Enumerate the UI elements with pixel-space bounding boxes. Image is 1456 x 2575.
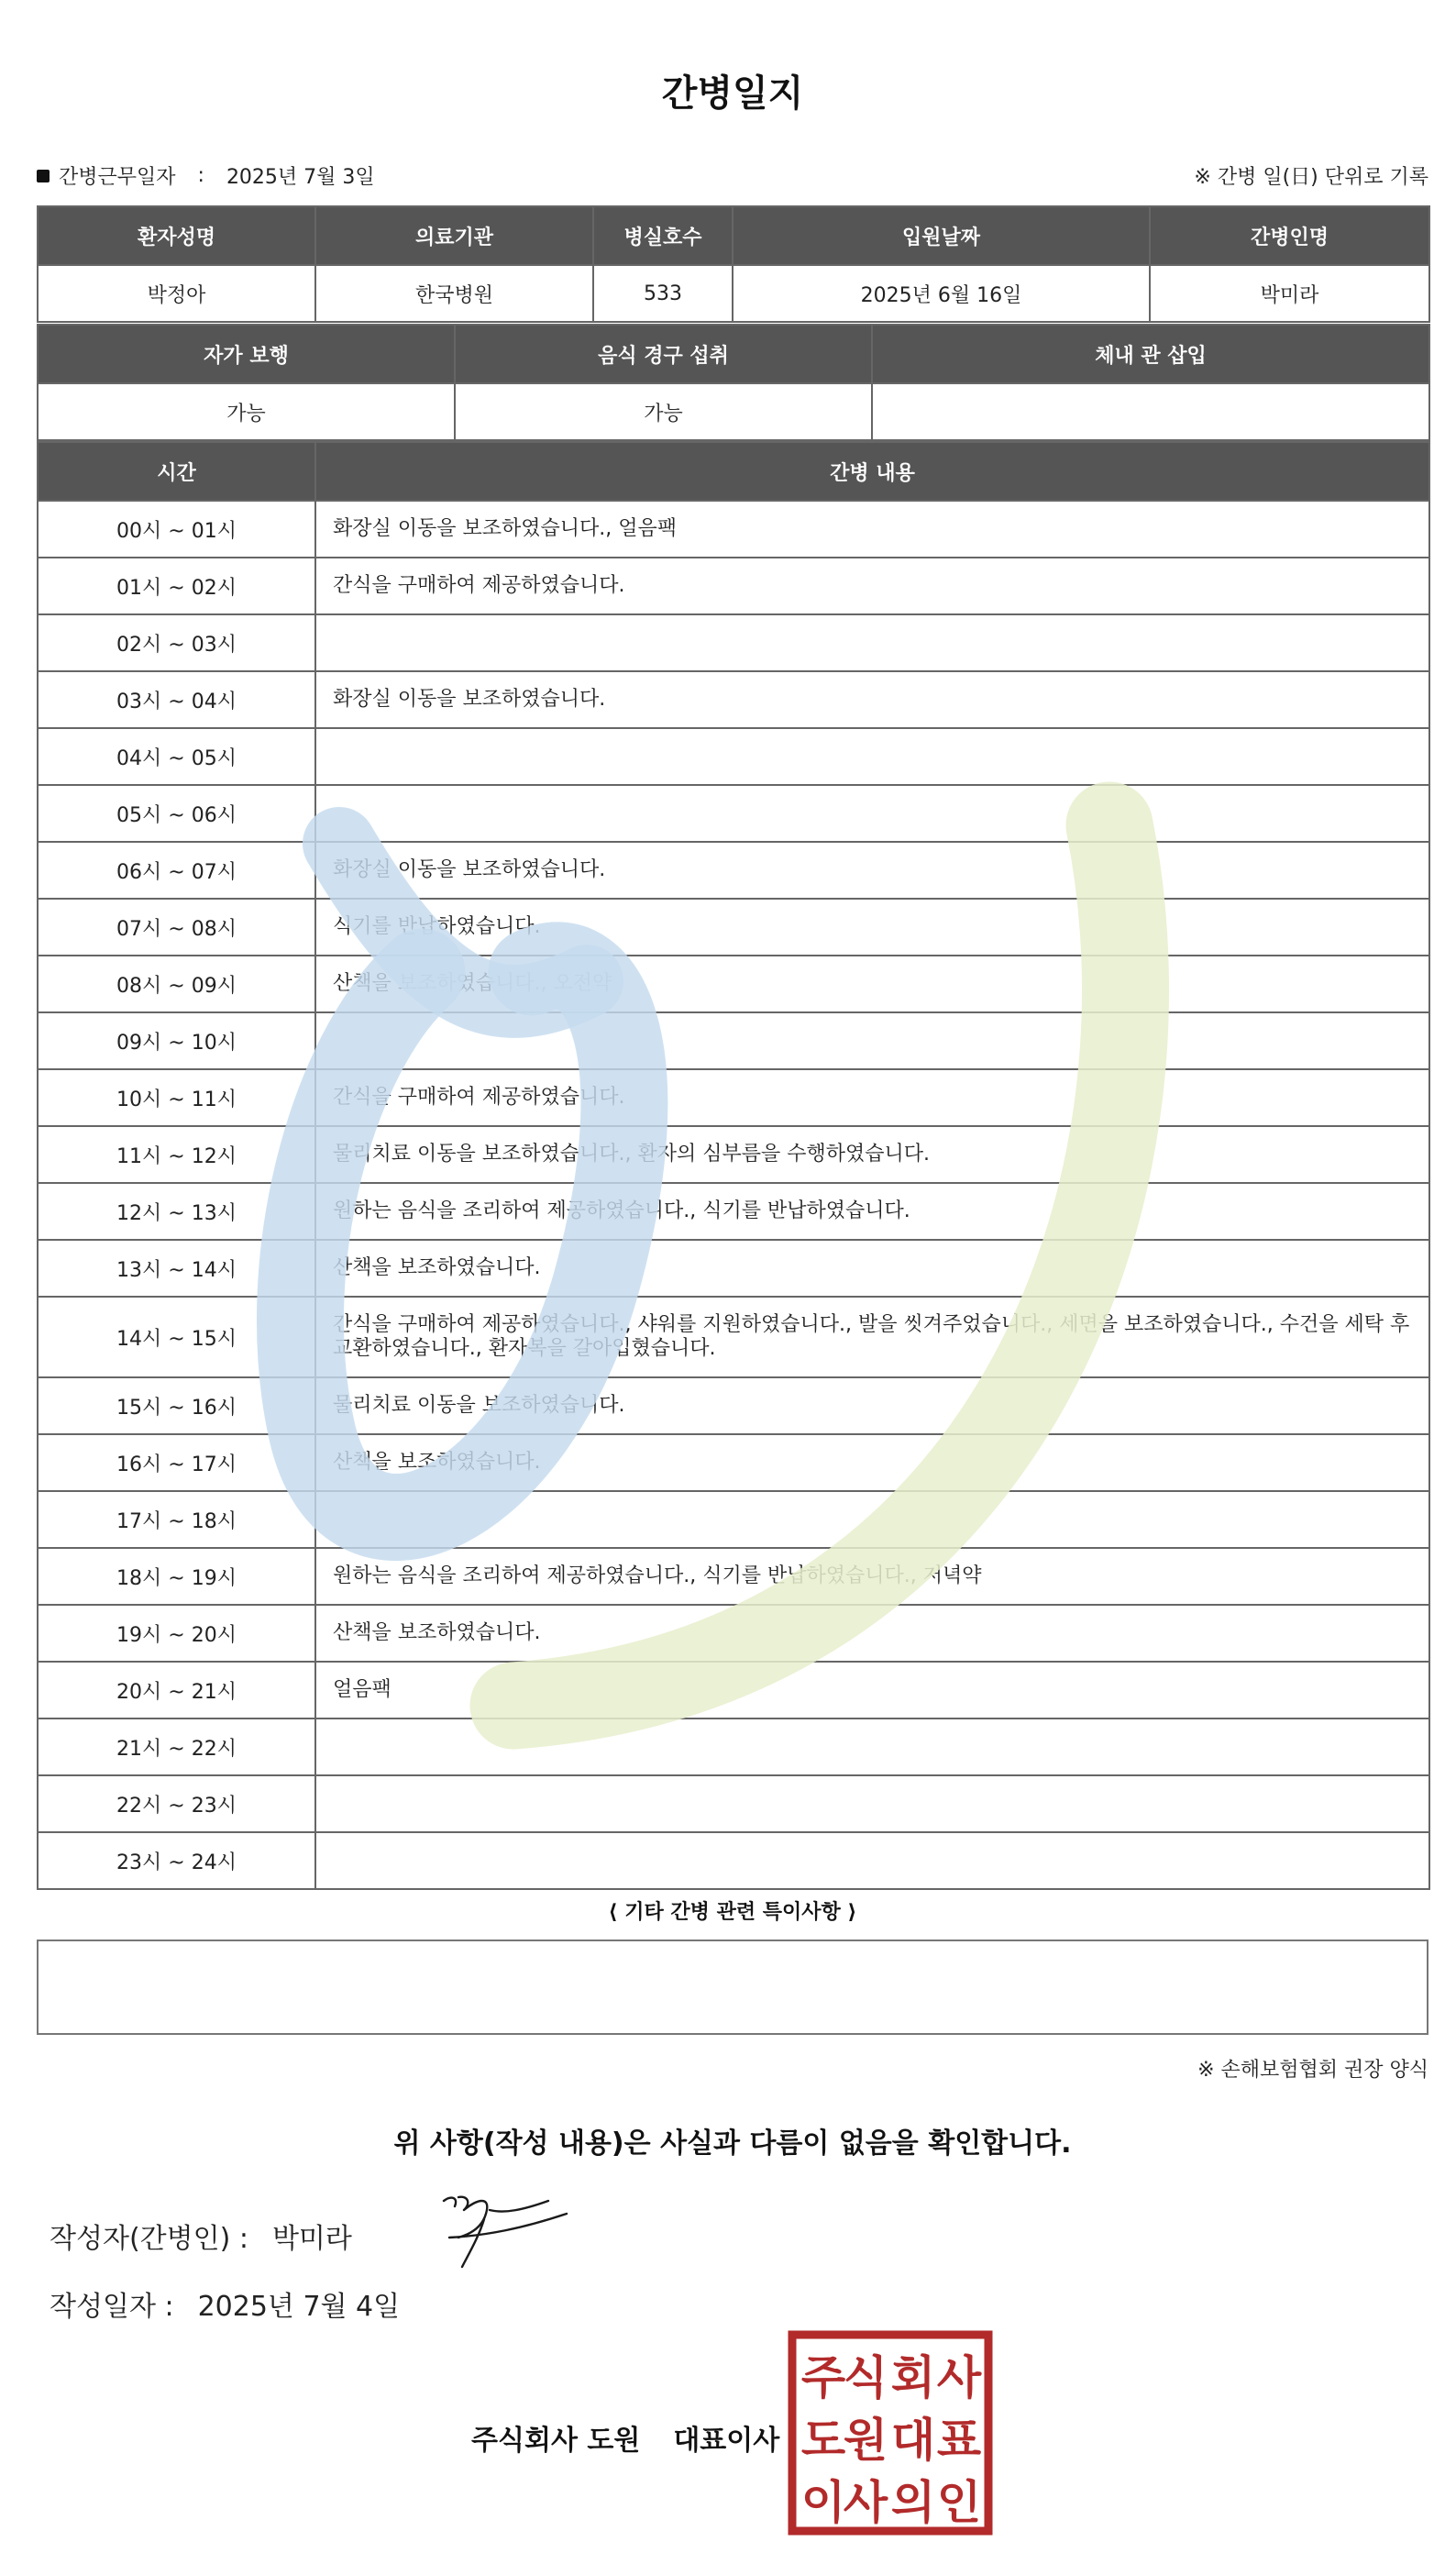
care-log-time: 02시 ~ 03시 xyxy=(38,614,315,671)
care-log-row xyxy=(38,1012,1429,1069)
care-log-row xyxy=(38,956,1429,1012)
care-log-content: 산책을 보조하였습니다. xyxy=(315,1605,1429,1662)
care-log-time: 20시 ~ 21시 xyxy=(38,1662,315,1719)
care-log-time: 23시 ~ 24시 xyxy=(38,1832,315,1889)
svg-text:인: 인 xyxy=(936,2476,982,2529)
admission-date-header: 입원날짜 xyxy=(733,206,1150,265)
time-header: 시간 xyxy=(38,442,315,501)
care-log-time: 13시 ~ 14시 xyxy=(38,1240,315,1297)
room-number-header: 병실호수 xyxy=(593,206,733,265)
hospital-header: 의료기관 xyxy=(315,206,593,265)
care-log-row xyxy=(38,842,1429,899)
ability-header-row xyxy=(38,325,1429,383)
svg-text:대: 대 xyxy=(890,2414,936,2467)
walking-header: 자가 보행 xyxy=(38,325,455,383)
care-log-row xyxy=(38,1662,1429,1719)
care-log-time: 05시 ~ 06시 xyxy=(38,785,315,842)
care-log-time: 00시 ~ 01시 xyxy=(38,501,315,558)
care-log-time: 08시 ~ 09시 xyxy=(38,956,315,1012)
care-log-time: 03시 ~ 04시 xyxy=(38,671,315,728)
special-notes-box xyxy=(37,1940,1428,2035)
patient-info-value-row xyxy=(38,265,1429,322)
care-log-row xyxy=(38,614,1429,671)
care-log-time: 07시 ~ 08시 xyxy=(38,899,315,956)
handwritten-signature xyxy=(431,2183,578,2274)
svg-text:식: 식 xyxy=(843,2351,888,2404)
patient-info-table xyxy=(37,205,1430,323)
care-log-time: 06시 ~ 07시 xyxy=(38,842,315,899)
care-log-content: 얼음팩 xyxy=(315,1662,1429,1719)
care-log-row xyxy=(38,1126,1429,1183)
admission-date-value: 2025년 6월 16일 xyxy=(733,265,1150,322)
care-log-row xyxy=(38,1491,1429,1548)
caregiver-name-header: 간병인명 xyxy=(1150,206,1429,265)
care-log-body xyxy=(38,501,1429,1889)
care-log-row xyxy=(38,501,1429,558)
oral-intake-header: 음식 경구 섭취 xyxy=(455,325,872,383)
care-log-time: 14시 ~ 15시 xyxy=(38,1297,315,1377)
care-log-content: 산책을 보조하였습니다. xyxy=(315,1434,1429,1491)
care-log-content: 화장실 이동을 보조하였습니다. xyxy=(315,842,1429,899)
care-log-content xyxy=(315,1491,1429,1548)
square-bullet-icon xyxy=(37,170,50,182)
oral-intake-value: 가능 xyxy=(455,383,872,440)
meta-row xyxy=(37,161,1428,193)
care-log-time: 12시 ~ 13시 xyxy=(38,1183,315,1240)
company-name: 주식회사 도원 xyxy=(471,2425,641,2457)
author-label: 작성자(간병인) : xyxy=(50,2223,248,2255)
care-log-content: 화장실 이동을 보조하였습니다. xyxy=(315,671,1429,728)
care-log-row xyxy=(38,1775,1429,1832)
special-notes-title: ⟨ 기타 간병 관련 특이사항 ⟩ xyxy=(608,1901,857,1924)
care-log-row xyxy=(38,1240,1429,1297)
work-date-separator: : xyxy=(197,164,204,187)
care-log-row xyxy=(38,1434,1429,1491)
care-log-content xyxy=(315,728,1429,785)
care-log-header-row xyxy=(38,442,1429,501)
care-log-time: 10시 ~ 11시 xyxy=(38,1069,315,1126)
care-log-content xyxy=(315,614,1429,671)
hospital-value: 한국병원 xyxy=(315,265,593,322)
svg-text:사: 사 xyxy=(843,2476,888,2529)
care-log-content xyxy=(315,1832,1429,1889)
work-date xyxy=(37,161,375,190)
svg-text:원: 원 xyxy=(843,2414,888,2467)
care-log-time: 19시 ~ 20시 xyxy=(38,1605,315,1662)
care-log-content: 산책을 보조하였습니다., 오전약 xyxy=(315,956,1429,1012)
care-log-content: 원하는 음식을 조리하여 제공하였습니다., 식기를 반납하였습니다., 저녁약 xyxy=(315,1548,1429,1605)
care-log-row xyxy=(38,1297,1429,1377)
walking-value: 가능 xyxy=(38,383,455,440)
patient-name-header: 환자성명 xyxy=(38,206,315,265)
care-log-row xyxy=(38,1183,1429,1240)
svg-text:사: 사 xyxy=(936,2351,982,2404)
svg-text:이: 이 xyxy=(800,2476,846,2529)
care-log-time: 16시 ~ 17시 xyxy=(38,1434,315,1491)
care-log-row xyxy=(38,558,1429,614)
care-log-time: 15시 ~ 16시 xyxy=(38,1377,315,1434)
care-log-time: 22시 ~ 23시 xyxy=(38,1775,315,1832)
caregiver-name-value: 박미라 xyxy=(1150,265,1429,322)
care-log-content: 간식을 구매하여 제공하였습니다., 샤워를 지원하였습니다., 발을 씻겨주었습니다., 세면을 보조하였습니다., 수건을 세탁 후 교환하였습니다., 환자복을 갈아입혔습니다. xyxy=(315,1297,1429,1377)
care-log-content: 원하는 음식을 조리하여 제공하였습니다., 식기를 반납하였습니다. xyxy=(315,1183,1429,1240)
care-log-content xyxy=(315,1012,1429,1069)
care-log-content: 간식을 구매하여 제공하였습니다. xyxy=(315,558,1429,614)
unit-note: ※ 간병 일(日) 단위로 기록 xyxy=(1194,166,1428,189)
patient-ability-table xyxy=(37,324,1430,441)
tube-insertion-header: 체내 관 삽입 xyxy=(872,325,1429,383)
patient-name-value: 박정아 xyxy=(38,265,315,322)
care-log-content: 물리치료 이동을 보조하였습니다., 환자의 심부름을 수행하였습니다. xyxy=(315,1126,1429,1183)
care-log-row xyxy=(38,1605,1429,1662)
work-date-label: 간병근무일자 xyxy=(59,166,176,189)
care-log-time: 09시 ~ 10시 xyxy=(38,1012,315,1069)
care-log-row xyxy=(38,1548,1429,1605)
care-log-time: 11시 ~ 12시 xyxy=(38,1126,315,1183)
work-date-value: 2025년 7월 3일 xyxy=(226,166,375,189)
care-log-row xyxy=(38,1719,1429,1775)
care-log-content xyxy=(315,785,1429,842)
care-log-content: 화장실 이동을 보조하였습니다., 얼음팩 xyxy=(315,501,1429,558)
care-log-row xyxy=(38,671,1429,728)
company-signature-line xyxy=(471,2417,779,2458)
care-log-document xyxy=(37,0,1428,2575)
author-name: 박미라 xyxy=(271,2223,352,2255)
care-log-content: 물리치료 이동을 보조하였습니다. xyxy=(315,1377,1429,1434)
care-log-row xyxy=(38,899,1429,956)
care-log-row xyxy=(38,1832,1429,1889)
ability-value-row xyxy=(38,383,1429,440)
written-date-label: 작성일자 : xyxy=(50,2291,174,2323)
svg-text:회: 회 xyxy=(890,2351,936,2404)
svg-text:표: 표 xyxy=(936,2414,982,2467)
care-log-row xyxy=(38,1377,1429,1434)
care-log-row xyxy=(38,728,1429,785)
care-log-content xyxy=(315,1719,1429,1775)
patient-info-header-row xyxy=(38,206,1429,265)
care-log-content: 간식을 구매하여 제공하였습니다. xyxy=(315,1069,1429,1126)
room-number-value: 533 xyxy=(593,265,733,322)
care-log-time: 17시 ~ 18시 xyxy=(38,1491,315,1548)
written-date-line xyxy=(50,2283,400,2324)
care-log-time: 18시 ~ 19시 xyxy=(38,1548,315,1605)
care-log-content: 식기를 반납하였습니다. xyxy=(315,899,1429,956)
company-seal-stamp xyxy=(787,2329,994,2536)
written-date-value: 2025년 7월 4일 xyxy=(197,2291,401,2323)
care-log-content: 산책을 보조하였습니다. xyxy=(315,1240,1429,1297)
form-source-note: ※ 손해보험협회 권장 양식 xyxy=(1197,2059,1428,2082)
document-title: 간병일지 xyxy=(661,72,804,115)
care-log-time: 01시 ~ 02시 xyxy=(38,558,315,614)
svg-text:의: 의 xyxy=(890,2476,936,2529)
care-content-header: 간병 내용 xyxy=(315,442,1429,501)
care-log-table xyxy=(37,441,1430,1890)
tube-insertion-value xyxy=(872,383,1429,440)
author-line xyxy=(50,2216,352,2256)
confirmation-statement: 위 사항(작성 내용)은 사실과 다름이 없음을 확인합니다. xyxy=(393,2127,1072,2160)
care-log-time: 21시 ~ 22시 xyxy=(38,1719,315,1775)
care-log-row xyxy=(38,785,1429,842)
svg-text:주: 주 xyxy=(800,2351,846,2404)
svg-text:도: 도 xyxy=(800,2414,846,2467)
company-title: 대표이사 xyxy=(673,2425,780,2457)
care-log-time: 04시 ~ 05시 xyxy=(38,728,315,785)
care-log-row xyxy=(38,1069,1429,1126)
care-log-content xyxy=(315,1775,1429,1832)
